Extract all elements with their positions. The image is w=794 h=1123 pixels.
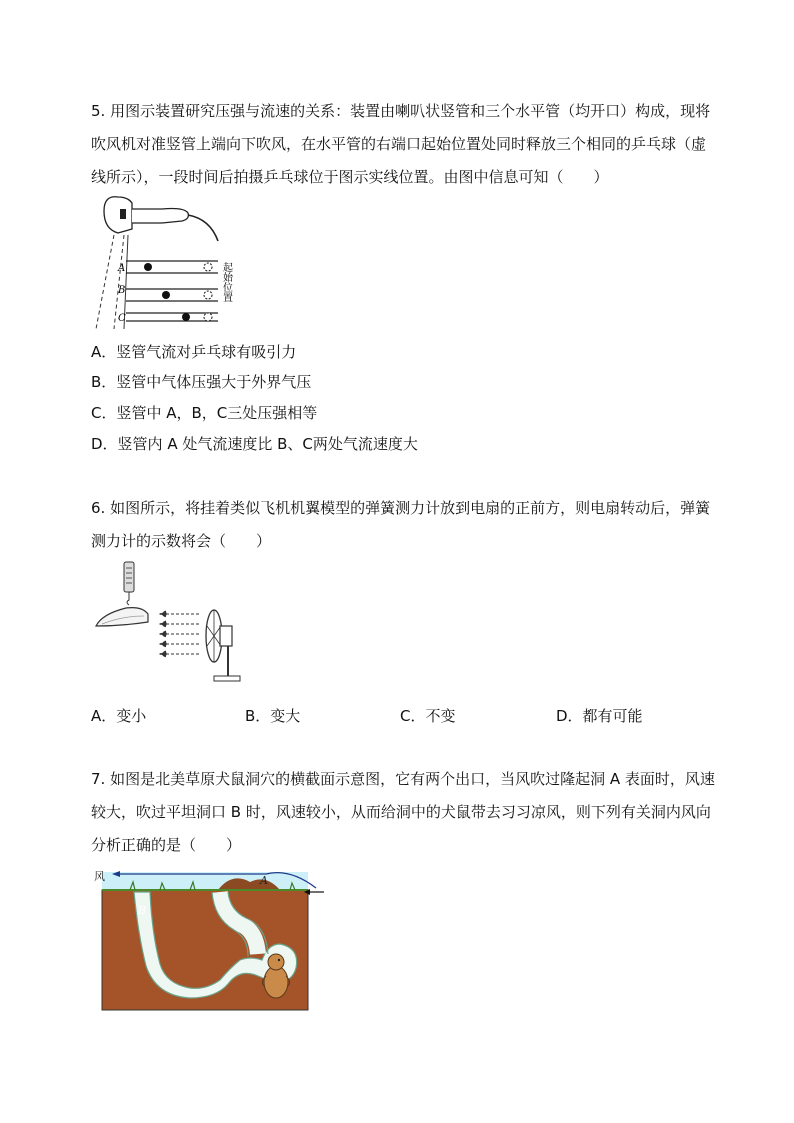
- wind-arrows-icon: [160, 611, 200, 657]
- label-a: A: [260, 874, 268, 887]
- wind-label: 风: [94, 870, 105, 883]
- q6-option-d[interactable]: D．都有可能: [556, 707, 643, 725]
- ball-c: [182, 313, 190, 321]
- question-5-stem: 5. 用图示装置研究压强与流速的关系：装置由喇叭状竖管和三个水平管（均开口）构成，现将吹风机对准竖管上端向下吹风，在水平管的右端口起始位置处同时释放三个相同的乒乓球（虚线所示），一段时间后拍摄乒乓球位于图示实线位置。由图中信息可知（ ）: [91, 102, 711, 186]
- question-6-stem: 6. 如图所示，将挂着类似飞机机翼模型的弹簧测力计放到电扇的正前方，则电扇转动后，弹簧测力计的示数将会（ ）: [91, 499, 711, 550]
- ball-b: [162, 291, 170, 299]
- q6-option-c[interactable]: C．不变: [400, 707, 456, 725]
- ball-a: [144, 263, 152, 271]
- hair-dryer-icon: [104, 197, 132, 233]
- q6-figure: [92, 560, 252, 688]
- q6-option-b[interactable]: B．变大: [245, 707, 301, 725]
- q6-option-a[interactable]: A．变小: [91, 707, 147, 725]
- q5-option-b[interactable]: B．竖管中气体压强大于外界气压: [91, 373, 312, 391]
- label-b: B: [118, 285, 126, 296]
- start-position-label: 起始位置: [220, 262, 232, 302]
- label-c: C: [118, 313, 126, 324]
- spring-scale-icon: [124, 562, 134, 605]
- q5-option-a[interactable]: A．竖管气流对乒乓球有吸引力: [91, 343, 297, 361]
- fan-icon: [206, 610, 240, 681]
- question-7-stem: 7. 如图是北美草原犬鼠洞穴的横截面示意图，它有两个出口，当风吹过隆起洞 A 表面时，风速较大，吹过平坦洞口 B 时，风速较小，从而给洞中的犬鼠带去习习凉风，则下列有关洞内风向分析正确的是（ ）: [91, 770, 715, 854]
- label-b: B: [138, 904, 147, 917]
- label-a: A: [118, 263, 126, 274]
- q7-figure: [90, 864, 330, 1014]
- q5-option-d[interactable]: D．竖管内 A 处气流速度比 B、C两处气流速度大: [91, 435, 418, 453]
- q5-option-c[interactable]: C．竖管中 A，B，C三处压强相等: [91, 404, 318, 422]
- q5-figure: [92, 189, 232, 331]
